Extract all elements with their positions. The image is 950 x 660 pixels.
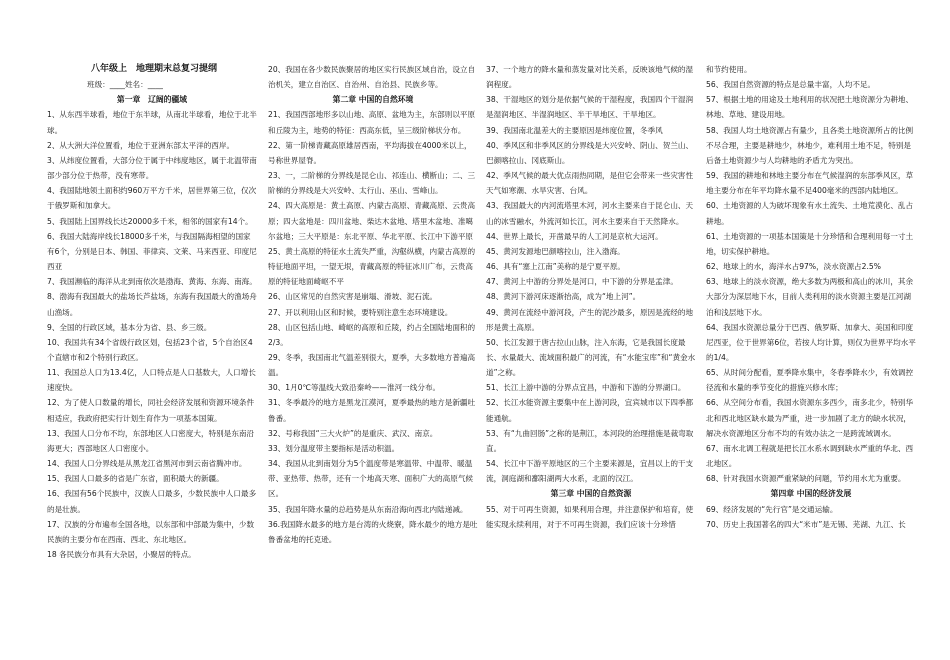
outline-item: 53、有“九曲回肠”之称的是荆江，本河段的治理措施是裁弯取直。 bbox=[486, 428, 694, 453]
outline-item: 37、一个地方的降水量和蒸发量对比关系，反映该地气候的湿润程度。 bbox=[486, 65, 694, 90]
outline-item: 46、具有“塞上江南”美称的是宁夏平原。 bbox=[486, 262, 626, 272]
outline-item: 23、一，二阶梯的分界线是昆仑山、祁连山、横断山；二、三阶梯的分界线是大兴安岭、太行山、巫山、雪峰山。 bbox=[268, 171, 476, 196]
outline-item: 42、季风气候的最大优点雨热同期，是但它会带来一些灾害性天气如寒潮、水旱灾害、台风。 bbox=[486, 171, 694, 196]
document-title: 八年级上 地理期末总复习提纲 bbox=[91, 64, 218, 74]
outline-item: 40、季风区和非季风区的分界线是大兴安岭、阴山、贺兰山、巴颜喀拉山、冈底斯山。 bbox=[486, 140, 694, 165]
outline-item: 65、从时间分配看，夏季降水集中，冬春季降水少，有效调控径流和水量的季节变化的措施兴修水库； bbox=[706, 368, 914, 393]
outline-item: 67、南水北调工程就是把长江水系水调到缺水严重的华北、西北地区。 bbox=[706, 443, 914, 469]
outline-item: 和节约使用。 bbox=[706, 65, 752, 74]
outline-item: 1、从东西半球看，地位于东半球，从南北半球看，地位于北半球。 bbox=[47, 110, 257, 135]
outline-item: 17、汉族的分布遍布全国各地，以东部和中部最为集中，少数民族的主要分布在西南、西北、东北地区。 bbox=[47, 519, 255, 544]
outline-item: 2、从大洲大洋位置看，地位于亚洲东部太平洋的西岸。 bbox=[47, 140, 235, 150]
outline-item: 52、长江水能资源主要集中在上游河段，宜宾城市以下四季都能通航。 bbox=[486, 398, 694, 423]
outline-item: 34、我国从北到南划分为5个温度带是寒温带、中温带、暖温带、亚热带、热带，还有一个地高天寒、面积广大的高原气候区。 bbox=[268, 459, 474, 499]
outline-item: 13、我国人口分布不均，东部地区人口密度大，特别是东南沿海更大；西部地区人口密度小。 bbox=[47, 428, 255, 453]
outline-item: 60、土地资源的人为破坏现象有水土流失、土地荒漠化、乱占耕地。 bbox=[706, 201, 914, 226]
chapter-heading: 第四章 中国的经济发展 bbox=[770, 489, 852, 499]
outline-item: 47、黄河上中游的分界处是河口，中下游的分界是孟津。 bbox=[486, 277, 678, 287]
outline-item: 45、黄河发源地巴颜喀拉山，注入渤海。 bbox=[486, 246, 625, 256]
outline-item: 16、我国有56个民族中，汉族人口最多，少数民族中人口最多的是壮族。 bbox=[47, 489, 257, 514]
outline-item: 62、地球上的水，海洋水占97%，淡水资源占2.5% bbox=[706, 262, 881, 272]
outline-item: 24、四大高原是：黄土高原、内蒙古高原、青藏高原、云贵高原；四大盆地是：四川盆地、柴达木盆地、塔里木盆地、准噶尔盆地；三大平原是：东北平原、华北平原、长江中下游平原 bbox=[268, 201, 476, 241]
outline-item: 59、我国的耕地和林地主要分布在气候湿润的东部季风区，草地主要分布在年平均降水量不足400毫米的西部内陆地区。 bbox=[706, 171, 914, 196]
outline-item: 14、我国人口分界线是从黑龙江省黑河市到云南省腾冲市。 bbox=[47, 459, 247, 469]
outline-item: 56、我国自然资源的特点是总量丰富，人均不足。 bbox=[706, 80, 876, 90]
outline-item: 49、黄河在流经中游河段，产生的泥沙最多，原因是流经的地形是黄土高原。 bbox=[486, 307, 694, 332]
outline-item: 36.我国降水最多的地方是台湾的火烧寮，降水最少的地方是吐鲁番盆地的托克逊。 bbox=[268, 519, 478, 544]
outline-item: 48、黄河下游河床逐渐抬高，成为“地上河”。 bbox=[486, 292, 641, 302]
class-name-line: 班级：____姓名：____ bbox=[87, 80, 163, 90]
outline-item: 11、我国总人口为13.4亿，人口特点是人口基数大，人口增长速度快。 bbox=[47, 368, 256, 393]
outline-item: 51、长江上游中游的分界点宜昌，中游和下游的分界湖口。 bbox=[486, 383, 686, 393]
outline-item: 66、从空间分布看，我国水资源东多西少，南多北少，特别华北和西北地区缺水最为严重，进一步加剧了北方的缺水状况，解决水资源地区分布不均的有效办法之一是跨流域调水。 bbox=[706, 398, 914, 438]
column-4 bbox=[706, 62, 916, 532]
outline-item: 33、划分温度带主要指标是活动积温。 bbox=[268, 443, 400, 453]
outline-item: 38、干湿地区的划分是依据气候的干湿程度，我国四个干湿润是湿润地区、半湿润地区、半干旱地区、干旱地区。 bbox=[486, 95, 694, 120]
outline-item: 4、我国陆地领土面积约960万平方千米，居世界第三位，仅次于俄罗斯和加拿大。 bbox=[47, 186, 257, 211]
outline-item: 70、历史上我国著名的四大“米市”是无锡、芜湖、九江、长 bbox=[706, 519, 906, 529]
outline-item: 27、开以利用山区和时候，要特别注意生态环境建设。 bbox=[268, 307, 453, 317]
outline-item: 28、山区包括山地、崎岖的高原和丘陵，约占全国陆地面积的2/3。 bbox=[268, 322, 476, 347]
outline-item: 15、我国人口最多的省是广东省，面积最大的新疆。 bbox=[47, 474, 224, 484]
outline-item: 18 各民族分布具有大杂居，小聚居的特点。 bbox=[47, 550, 196, 559]
outline-item: 64、我国水资源总量分于巴西、俄罗斯、加拿大、美国和印度尼西亚，位于世界第6位，若按人均计算，则仅为世界平均水平的1/4。 bbox=[706, 322, 916, 362]
outline-item: 50、长江发源于唐古拉山山脉，注入东海，它是我国长度最长、水量最大、流域面积最广的河流，有“水能宝库”和“黄金水道”之称。 bbox=[486, 337, 696, 378]
chapter-heading: 第二章 中国的自然环境 bbox=[332, 95, 414, 105]
outline-item: 57、根据土地的用途及土地利用的状况把土地资源分为耕地、林地、草地、建设用地。 bbox=[706, 95, 914, 120]
outline-item: 10、我国共有34个省级行政区划，包括23个省，5个自治区4个直辖市和2个特别行政区。 bbox=[47, 337, 253, 362]
outline-item: 26、山区常见的自然灾害是崩塌、滑坡、泥石流。 bbox=[268, 292, 438, 302]
outline-item: 63、地球上的淡水资源，绝大多数为两极和高山的冰川，其余大部分为深层地下水，目前人类利用的淡水资源主要是江河湖泊和浅层地下水。 bbox=[706, 277, 914, 317]
chapter-heading: 第三章 中国的自然资源 bbox=[550, 489, 632, 499]
outline-item: 54、长江中下游平原地区的三个主要来源是，宜昌以上的干支流，洞庭湖和鄱阳湖两大水系，北面的汉江。 bbox=[486, 459, 694, 484]
column-3 bbox=[486, 62, 696, 532]
outline-item: 44、世界上最长，开凿最早的人工河是京杭大运河。 bbox=[486, 231, 663, 241]
outline-item: 69、经济发展的“先行官”是交通运输。 bbox=[706, 504, 838, 514]
outline-item: 31、冬季最冷的地方是黑龙江漠河，夏季最热的地方是新疆吐鲁番。 bbox=[268, 398, 476, 423]
outline-item: 55、对于可再生资源，如果利用合理，并注意保护和培育，使能实现永续利用，对于不可再生资源，我们应该十分珍惜 bbox=[486, 504, 694, 529]
outline-item: 22、第一阶梯青藏高原雄居西南，平均海拔在4000米以上，号称世界屋脊。 bbox=[268, 140, 472, 165]
column-1 bbox=[47, 62, 257, 562]
outline-item: 9、全国的行政区域，基本分为省、县、乡三级。 bbox=[47, 322, 212, 332]
outline-item: 61、土地资源的一项基本国策是十分珍惜和合理利用每一寸土地，切实保护耕地。 bbox=[706, 231, 914, 256]
outline-item: 30、1月0℃等温线大致沿秦岭——淮河一线分布。 bbox=[268, 383, 441, 393]
outline-item: 58、我国人均土地资源占有量少，且各类土地资源所占的比例不尽合理，主要是耕地少，林地少，难利用土地不足，特别是后备土地资源少与人均耕地的矛盾尤为突出。 bbox=[706, 125, 914, 165]
outline-item: 20、我国在各少数民族聚居的地区实行民族区域自治，设立自治机关，建立自治区、自治州、自治县、民族乡等。 bbox=[268, 65, 476, 90]
outline-item: 35、我国年降水量的总趋势是从东南沿海向西北内陆递减。 bbox=[268, 504, 468, 514]
outline-item: 7、我国濒临的海洋从北到南依次是渤海、黄海、东海、南海。 bbox=[47, 277, 257, 287]
outline-item: 8、渤海有我国最大的盐场长芦盐场，东海有我国最大的渔场舟山渔场。 bbox=[47, 292, 257, 317]
outline-item: 3、从纬度位置看，大部分位于属于中纬度地区，属于北温带南部少部分位于热带，没有寒带。 bbox=[47, 155, 257, 181]
outline-item: 5、我国陆上国界线长达20000多千米，相邻的国家有14个。 bbox=[47, 216, 253, 226]
outline-item: 43、我国最大的内河流塔里木河，河水主要来自于昆仑山、天山的冰雪融水，外流河如长江，河水主要来自于天然降水。 bbox=[486, 201, 694, 226]
column-2 bbox=[268, 62, 478, 547]
chapter-heading: 第一章 辽阔的疆域 bbox=[116, 95, 188, 105]
outline-item: 32、号称我国“三大火炉”的是重庆、武汉、南京。 bbox=[268, 428, 438, 438]
outline-item: 25、黄土高原的特征水土流失严重，沟壑纵横，内蒙古高原的特征地面平坦，一望无垠，青藏高原的特征冰川广布，云贵高原的特征地面崎岖不平 bbox=[268, 246, 476, 287]
outline-item: 39、我国南北温差大的主要原因是纬度位置，冬季风 bbox=[486, 125, 663, 135]
outline-item: 29、冬季，我国南北气温差别很大，夏季，大多数地方普遍高温。 bbox=[268, 352, 476, 378]
outline-item: 21、我国西部地形多以山地、高原、盆地为主，东部则以平原和丘陵为主，地势的特征：西高东低，呈三级阶梯状分布。 bbox=[268, 110, 476, 135]
outline-item: 68、针对我国水资源严重紧缺的问题，节约用水尤为重要。 bbox=[706, 474, 906, 484]
outline-item: 6、我国大陆海岸线长18000多千米，与我国隔海相望的国家有6个，分别是日本、韩国、菲律宾、文莱、马来西亚、印度尼西亚 bbox=[47, 231, 257, 272]
outline-item: 12、为了使人口数量的增长，同社会经济发展和资源环境条件相适应，我政府把实行计划生育作为一项基本国策。 bbox=[47, 398, 255, 423]
